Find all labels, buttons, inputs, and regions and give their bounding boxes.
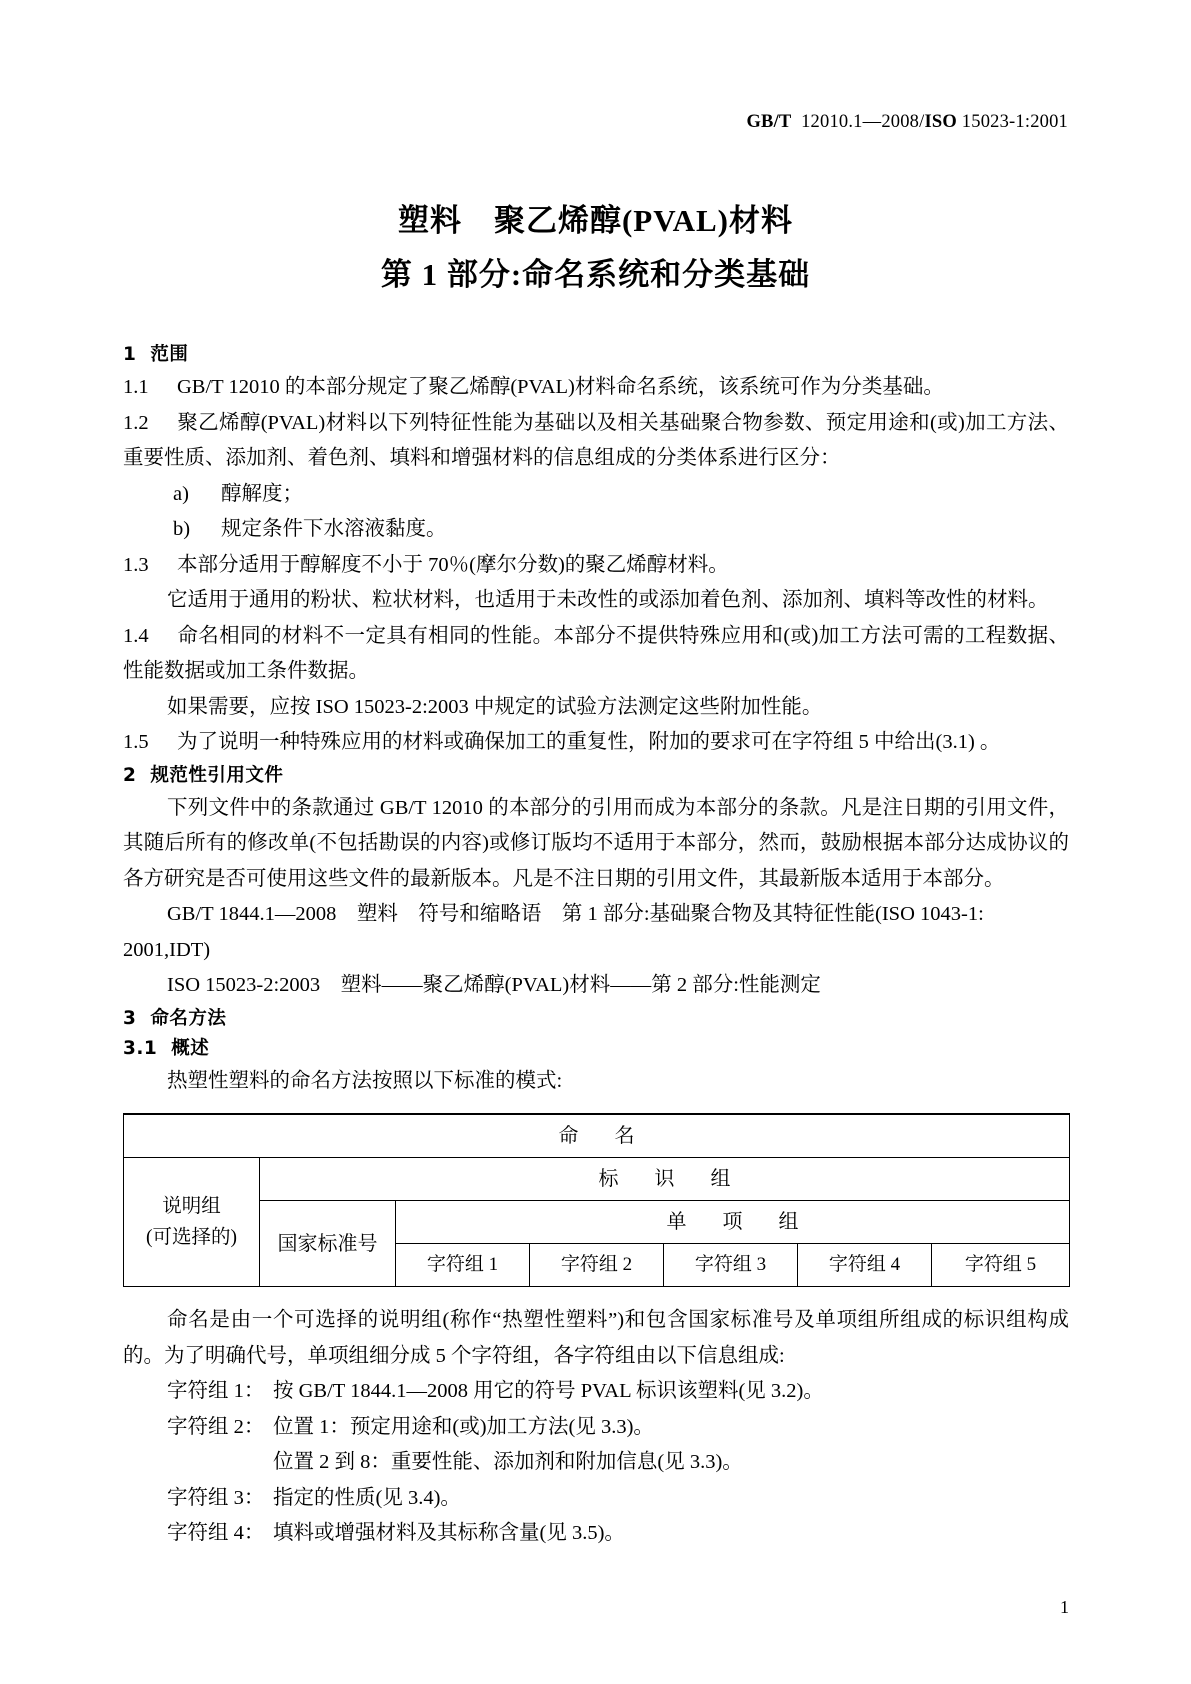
schema-cell-charblock-2: 字符组 2	[530, 1244, 664, 1287]
section-heading-1	[123, 340, 1069, 370]
overview-lead-in: 热塑性塑料的命名方法按照以下标准的模式:	[167, 1069, 563, 1092]
table-row	[124, 1114, 1070, 1158]
header-iso-label: ISO	[924, 112, 957, 132]
schema-cell-naming: 命 名	[124, 1114, 1070, 1158]
charblock-item-3	[123, 1481, 1069, 1517]
clause-1-5	[123, 725, 1069, 761]
clause-1-5-text: 为了说明一种特殊应用的材料或确保加工的重复性，附加的要求可在字符组 5 中给出(3.1) 。	[177, 731, 1001, 753]
clause-1-3	[123, 548, 1069, 584]
section-3-1-label: 概述	[171, 1037, 210, 1059]
reference-item-1-line-1: GB/T 1844.1—2008 塑料 符号和缩略语 第 1 部分:基础聚合物及其特征性能(ISO 1043-1:	[167, 903, 984, 925]
section-3-1-number: 3.1	[123, 1037, 158, 1059]
schema-cell-charblock-3: 字符组 3	[664, 1244, 798, 1287]
list-item-b-marker: b)	[173, 518, 191, 540]
charblock-item-3-label: 字符组 3：	[167, 1486, 265, 1509]
charblock-item-4-label: 字符组 4：	[167, 1522, 265, 1544]
table-row	[124, 1158, 1070, 1201]
page-subtitle: 第 1 部分:命名系统和分类基础	[380, 257, 811, 292]
table-row	[124, 1201, 1070, 1244]
charblock-item-1	[123, 1374, 1069, 1410]
charblock-item-4	[123, 1516, 1069, 1552]
clause-1-2	[123, 406, 1069, 477]
clause-1-4-number: 1.4	[123, 624, 149, 647]
list-item-a-text: 醇解度；	[221, 482, 303, 505]
clause-1-5-number: 1.5	[123, 731, 149, 753]
charblock-item-2-label: 字符组 2：	[167, 1415, 265, 1438]
clause-1-3-text: 本部分适用于醇解度不小于 70％(摩尔分数)的聚乙烯醇材料。	[177, 553, 729, 576]
charblock-item-3-text: 指定的性质(见 3.4)。	[273, 1486, 461, 1509]
section-3-label: 命名方法	[150, 1007, 227, 1029]
list-item-b	[123, 512, 1069, 548]
header-iso-number: 15023-1:2001	[961, 112, 1068, 132]
section-heading-2	[123, 761, 1069, 791]
list-item-b-text: 规定条件下水溶液黏度。	[221, 518, 447, 540]
schema-cell-description-group	[124, 1158, 260, 1287]
schema-cell-charblock-4: 字符组 4	[798, 1244, 932, 1287]
page-number: 1	[1060, 1597, 1069, 1617]
clause-1-1	[123, 370, 1069, 406]
clause-1-3-number: 1.3	[123, 553, 149, 576]
charblock-item-4-text: 填料或增强材料及其标称含量(见 3.5)。	[273, 1522, 625, 1544]
clause-1-4	[123, 619, 1069, 690]
clause-1-1-text: GB/T 12010 的本部分规定了聚乙烯醇(PVAL)材料命名系统，该系统可作为分类基础。	[177, 376, 944, 398]
clause-1-2-number: 1.2	[123, 411, 149, 434]
schema-cell-charblock-1: 字符组 1	[396, 1244, 530, 1287]
list-item-a	[123, 477, 1069, 513]
charblock-item-1-label: 字符组 1：	[167, 1380, 265, 1402]
document-body	[123, 340, 1069, 1552]
running-header	[746, 112, 1068, 133]
page-title: 塑料 聚乙烯醇(PVAL)材料	[397, 203, 794, 238]
schema-cell-charblock-5: 字符组 5	[932, 1244, 1070, 1287]
clause-1-4-continuation: 如果需要，应按 ISO 15023-2:2003 中规定的试验方法测定这些附加性能。	[167, 695, 823, 718]
charblock-item-1-text: 按 GB/T 1844.1—2008 用它的符号 PVAL 标识该塑料(见 3.2)。	[273, 1380, 824, 1402]
header-std-rest	[791, 112, 801, 132]
header-std-number: 12010.1—2008/	[801, 112, 925, 132]
section-1-label: 范围	[150, 344, 189, 365]
clause-1-4-text: 命名相同的材料不一定具有相同的性能。本部分不提供特殊应用和(或)加工方法可需的工程数据、性能数据或加工条件数据。	[123, 624, 1069, 682]
section-1-number: 1	[123, 344, 137, 365]
charblock-item-2	[123, 1410, 1069, 1446]
description-group-line-1: 说明组	[162, 1196, 221, 1217]
naming-schema-table	[123, 1113, 1070, 1287]
schema-cell-identification-group: 标 识 组	[260, 1158, 1070, 1201]
clause-1-1-number: 1.1	[123, 376, 149, 398]
section-2-label: 规范性引用文件	[150, 764, 284, 786]
section-2-number: 2	[123, 764, 137, 786]
charblock-item-2-text: 位置 1：预定用途和(或)加工方法(见 3.3)。	[273, 1415, 654, 1438]
reference-item-2: ISO 15023-2:2003 塑料——聚乙烯醇(PVAL)材料——第 2 部分:性能测定	[167, 974, 821, 996]
section-3-number: 3	[123, 1007, 137, 1029]
list-item-a-marker: a)	[173, 482, 189, 505]
schema-cell-country-std-number: 国家标准号	[260, 1201, 396, 1287]
reference-item-1-line-2: 2001,IDT)	[123, 938, 211, 961]
section-heading-3	[123, 1004, 1069, 1034]
description-group-line-2: (可选择的)	[146, 1227, 237, 1248]
schema-cell-single-item-group: 单 项 组	[396, 1201, 1070, 1244]
document-title-block	[0, 198, 1191, 298]
normative-intro: 下列文件中的条款通过 GB/T 12010 的本部分的引用而成为本部分的条款。凡是注日期的引用文件，其随后所有的修改单(不包括勘误的内容)或修订版均不适用于本部分，然而，鼓励根据本部分达成协议的各方研究是否可使用这些文件的最新版本。凡是不注日期的引用文件，其最新版本适用于本部分。	[123, 796, 1069, 890]
charblock-item-2-second-line: 位置 2 到 8：重要性能、添加剂和附加信息(见 3.3)。	[273, 1451, 743, 1473]
section-heading-3-1	[123, 1034, 1069, 1064]
header-std-prefix: GB/T	[746, 112, 792, 132]
clause-1-3-continuation: 它适用于通用的粉状、粒状材料，也适用于未改性的或添加着色剂、添加剂、填料等改性的材料。	[167, 589, 1049, 611]
clause-1-2-text: 聚乙烯醇(PVAL)材料以下列特征性能为基础以及相关基础聚合物参数、预定用途和(或)加工方法、重要性质、添加剂、着色剂、填料和增强材料的信息组成的分类体系进行区分：	[123, 411, 1069, 469]
overview-paragraph: 命名是由一个可选择的说明组(称作“热塑性塑料”)和包含国家标准号及单项组所组成的标识组构成的。为了明确代号，单项组细分成 5 个字符组，各字符组由以下信息组成:	[123, 1309, 1069, 1367]
